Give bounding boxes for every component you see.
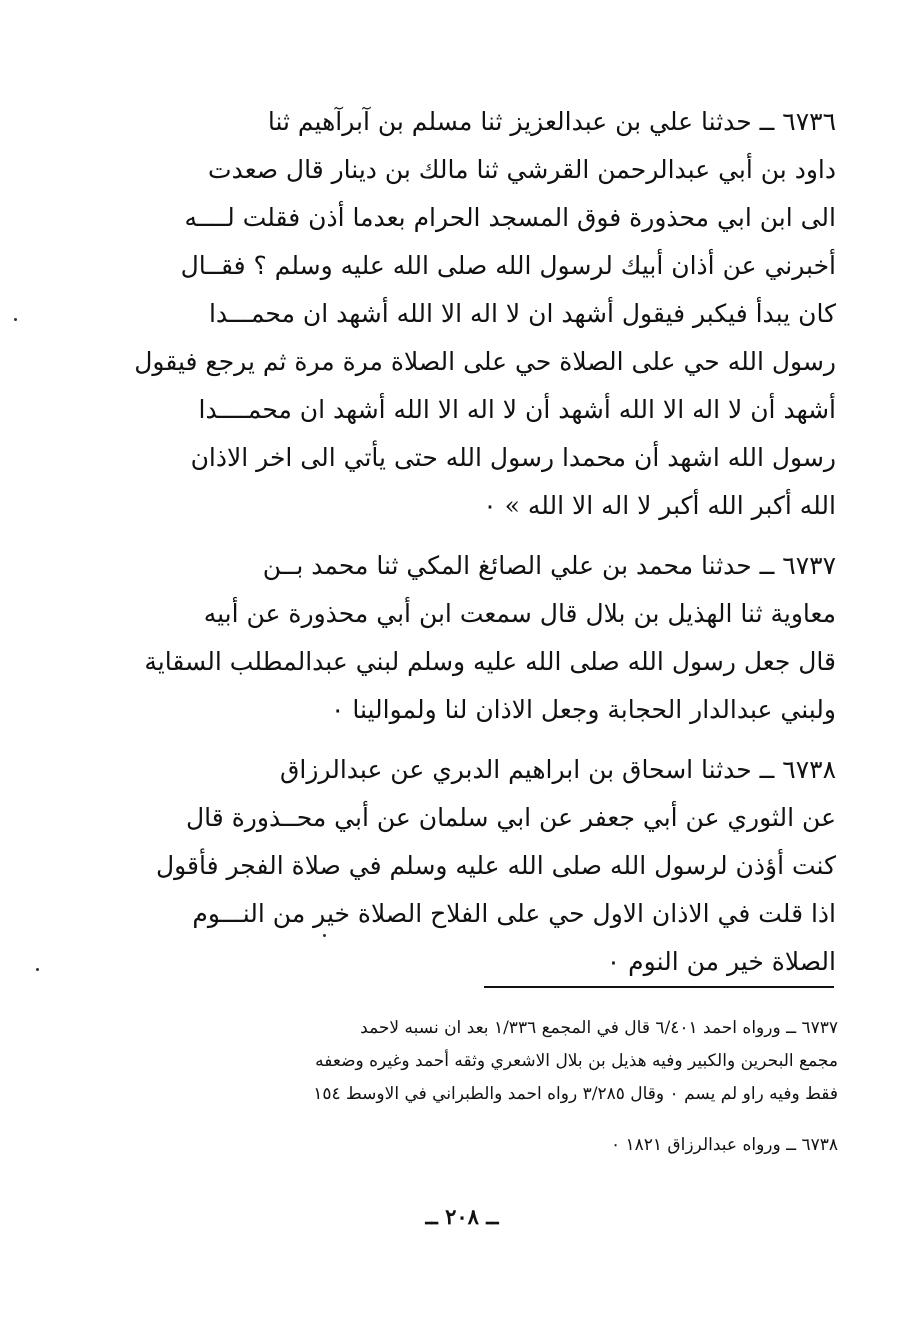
- text-line: قال جعل رسول الله صلى الله عليه وسلم لبني عبدالمطلب السقاية: [144, 647, 836, 676]
- footnote-line: فقط وفيه راو لم يسم ٠ وقال ٣/٢٨٥ رواه احمد والطبراني في الاوسط ١٥٤: [313, 1084, 838, 1104]
- hadith-6737: [128, 542, 836, 734]
- page-number: ــ ٢٠٨ ــ: [425, 1204, 499, 1229]
- hadith-6738: [128, 746, 836, 986]
- main-text-body: [128, 98, 836, 998]
- text-line: ولبني عبدالدار الحجابة وجعل الاذان لنا ولموالينا ٠: [330, 695, 836, 724]
- text-line: أخبرني عن أذان أبيك لرسول الله صلى الله عليه وسلم ؟ فقــال: [180, 251, 836, 280]
- text-line: رسول الله اشهد أن محمدا رسول الله حتى يأتي الى اخر الاذان: [190, 443, 836, 472]
- text-line: ٦٧٣٨ ــ حدثنا اسحاق بن ابراهيم الدبري عن عبدالرزاق: [280, 755, 836, 784]
- text-line: كان يبدأ فيكبر فيقول أشهد ان لا اله الا الله أشهد ان محمـــدا: [208, 299, 836, 328]
- text-line: داود بن أبي عبدالرحمن القرشي ثنا مالك بن دينار قال صعدت: [208, 155, 836, 184]
- text-line: الصلاة خير من النوم ٠: [606, 947, 836, 976]
- text-line: عن الثوري عن أبي جعفر عن ابي سلمان عن أبي محــذورة قال: [186, 803, 836, 832]
- scan-speck: [323, 934, 326, 937]
- text-line: اذا قلت في الاذان الاول حي على الفلاح الصلاة خير من النـــوم: [192, 899, 836, 928]
- footnote-line: ٦٧٣٧ ــ ورواه احمد ٦/٤٠١ قال في المجمع ١/٣٣٦ بعد ان نسبه لاحمد: [360, 1018, 838, 1038]
- text-line: ٦٧٣٧ ــ حدثنا محمد بن علي الصائغ المكي ثنا محمد بــن: [262, 551, 836, 580]
- text-line: الى ابن ابي محذورة فوق المسجد الحرام بعدما أذن فقلت لــــه: [184, 203, 836, 232]
- hadith-6736: [128, 98, 836, 530]
- text-line: معاوية ثنا الهذيل بن بلال قال سمعت ابن أبي محذورة عن أبيه: [203, 599, 836, 628]
- text-line: أشهد أن لا اله الا الله أشهد أن لا اله الا الله أشهد ان محمــــدا: [198, 395, 836, 424]
- footnotes: [128, 1012, 838, 1180]
- footnote-line: مجمع البحرين والكبير وفيه هذيل بن بلال الاشعري وثقه أحمد وغيره وضعفه: [315, 1051, 838, 1071]
- text-line: رسول الله حي على الصلاة حي على الصلاة مرة مرة ثم يرجع فيقول: [134, 347, 836, 376]
- text-line: الله أكبر الله أكبر لا اله الا الله » ٠: [483, 491, 836, 520]
- footnote-6737: [128, 1012, 838, 1111]
- scan-speck: [36, 968, 39, 971]
- footnote-6738: [128, 1129, 838, 1162]
- text-line: كنت أؤذن لرسول الله صلى الله عليه وسلم في صلاة الفجر فأقول: [155, 851, 836, 880]
- text-line: ٦٧٣٦ ــ حدثنا علي بن عبدالعزيز ثنا مسلم بن آبرآهيم ثنا: [267, 107, 836, 136]
- footnote-line: ٦٧٣٨ ــ ورواه عبدالرزاق ١٨٢١ ٠: [610, 1135, 838, 1155]
- scan-speck: [14, 318, 17, 321]
- footnote-divider: [484, 986, 834, 988]
